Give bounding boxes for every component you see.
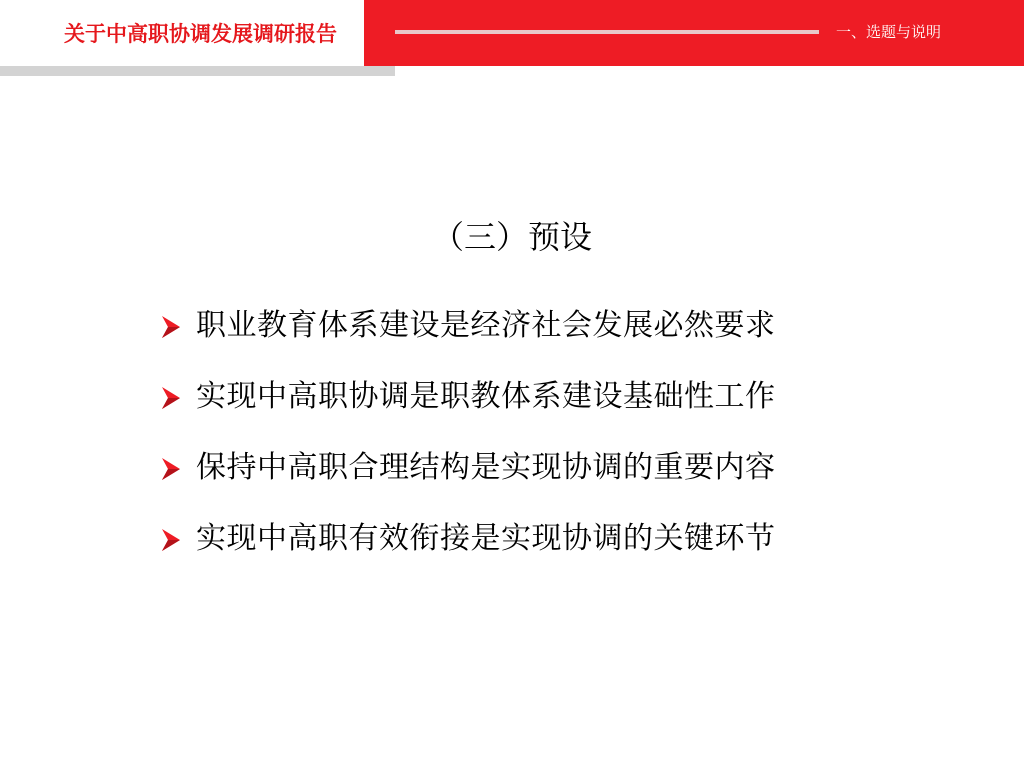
list-item [160,447,880,518]
arrow-bullet-icon [160,527,182,553]
arrow-bullet-icon [160,385,182,411]
list-item [160,305,880,376]
list-item [160,518,880,589]
arrow-bullet-icon [160,314,182,340]
bullet-list [160,305,880,589]
header-divider-line [395,30,819,34]
list-item [160,376,880,447]
header-title: 关于中高职协调发展调研报告 [64,21,337,46]
bullet-text: 实现中高职协调是职教体系建设基础性工作 [196,379,776,414]
header-title-box [0,0,364,66]
bullet-text: 保持中高职合理结构是实现协调的重要内容 [196,450,776,485]
section-heading: （三）预设 [431,218,592,256]
header-section-label: 一、选题与说明 [836,23,942,41]
arrow-bullet-icon [160,456,182,482]
bullet-text: 职业教育体系建设是经济社会发展必然要求 [196,308,776,343]
bullet-text: 实现中高职有效衔接是实现协调的关键环节 [196,521,776,556]
